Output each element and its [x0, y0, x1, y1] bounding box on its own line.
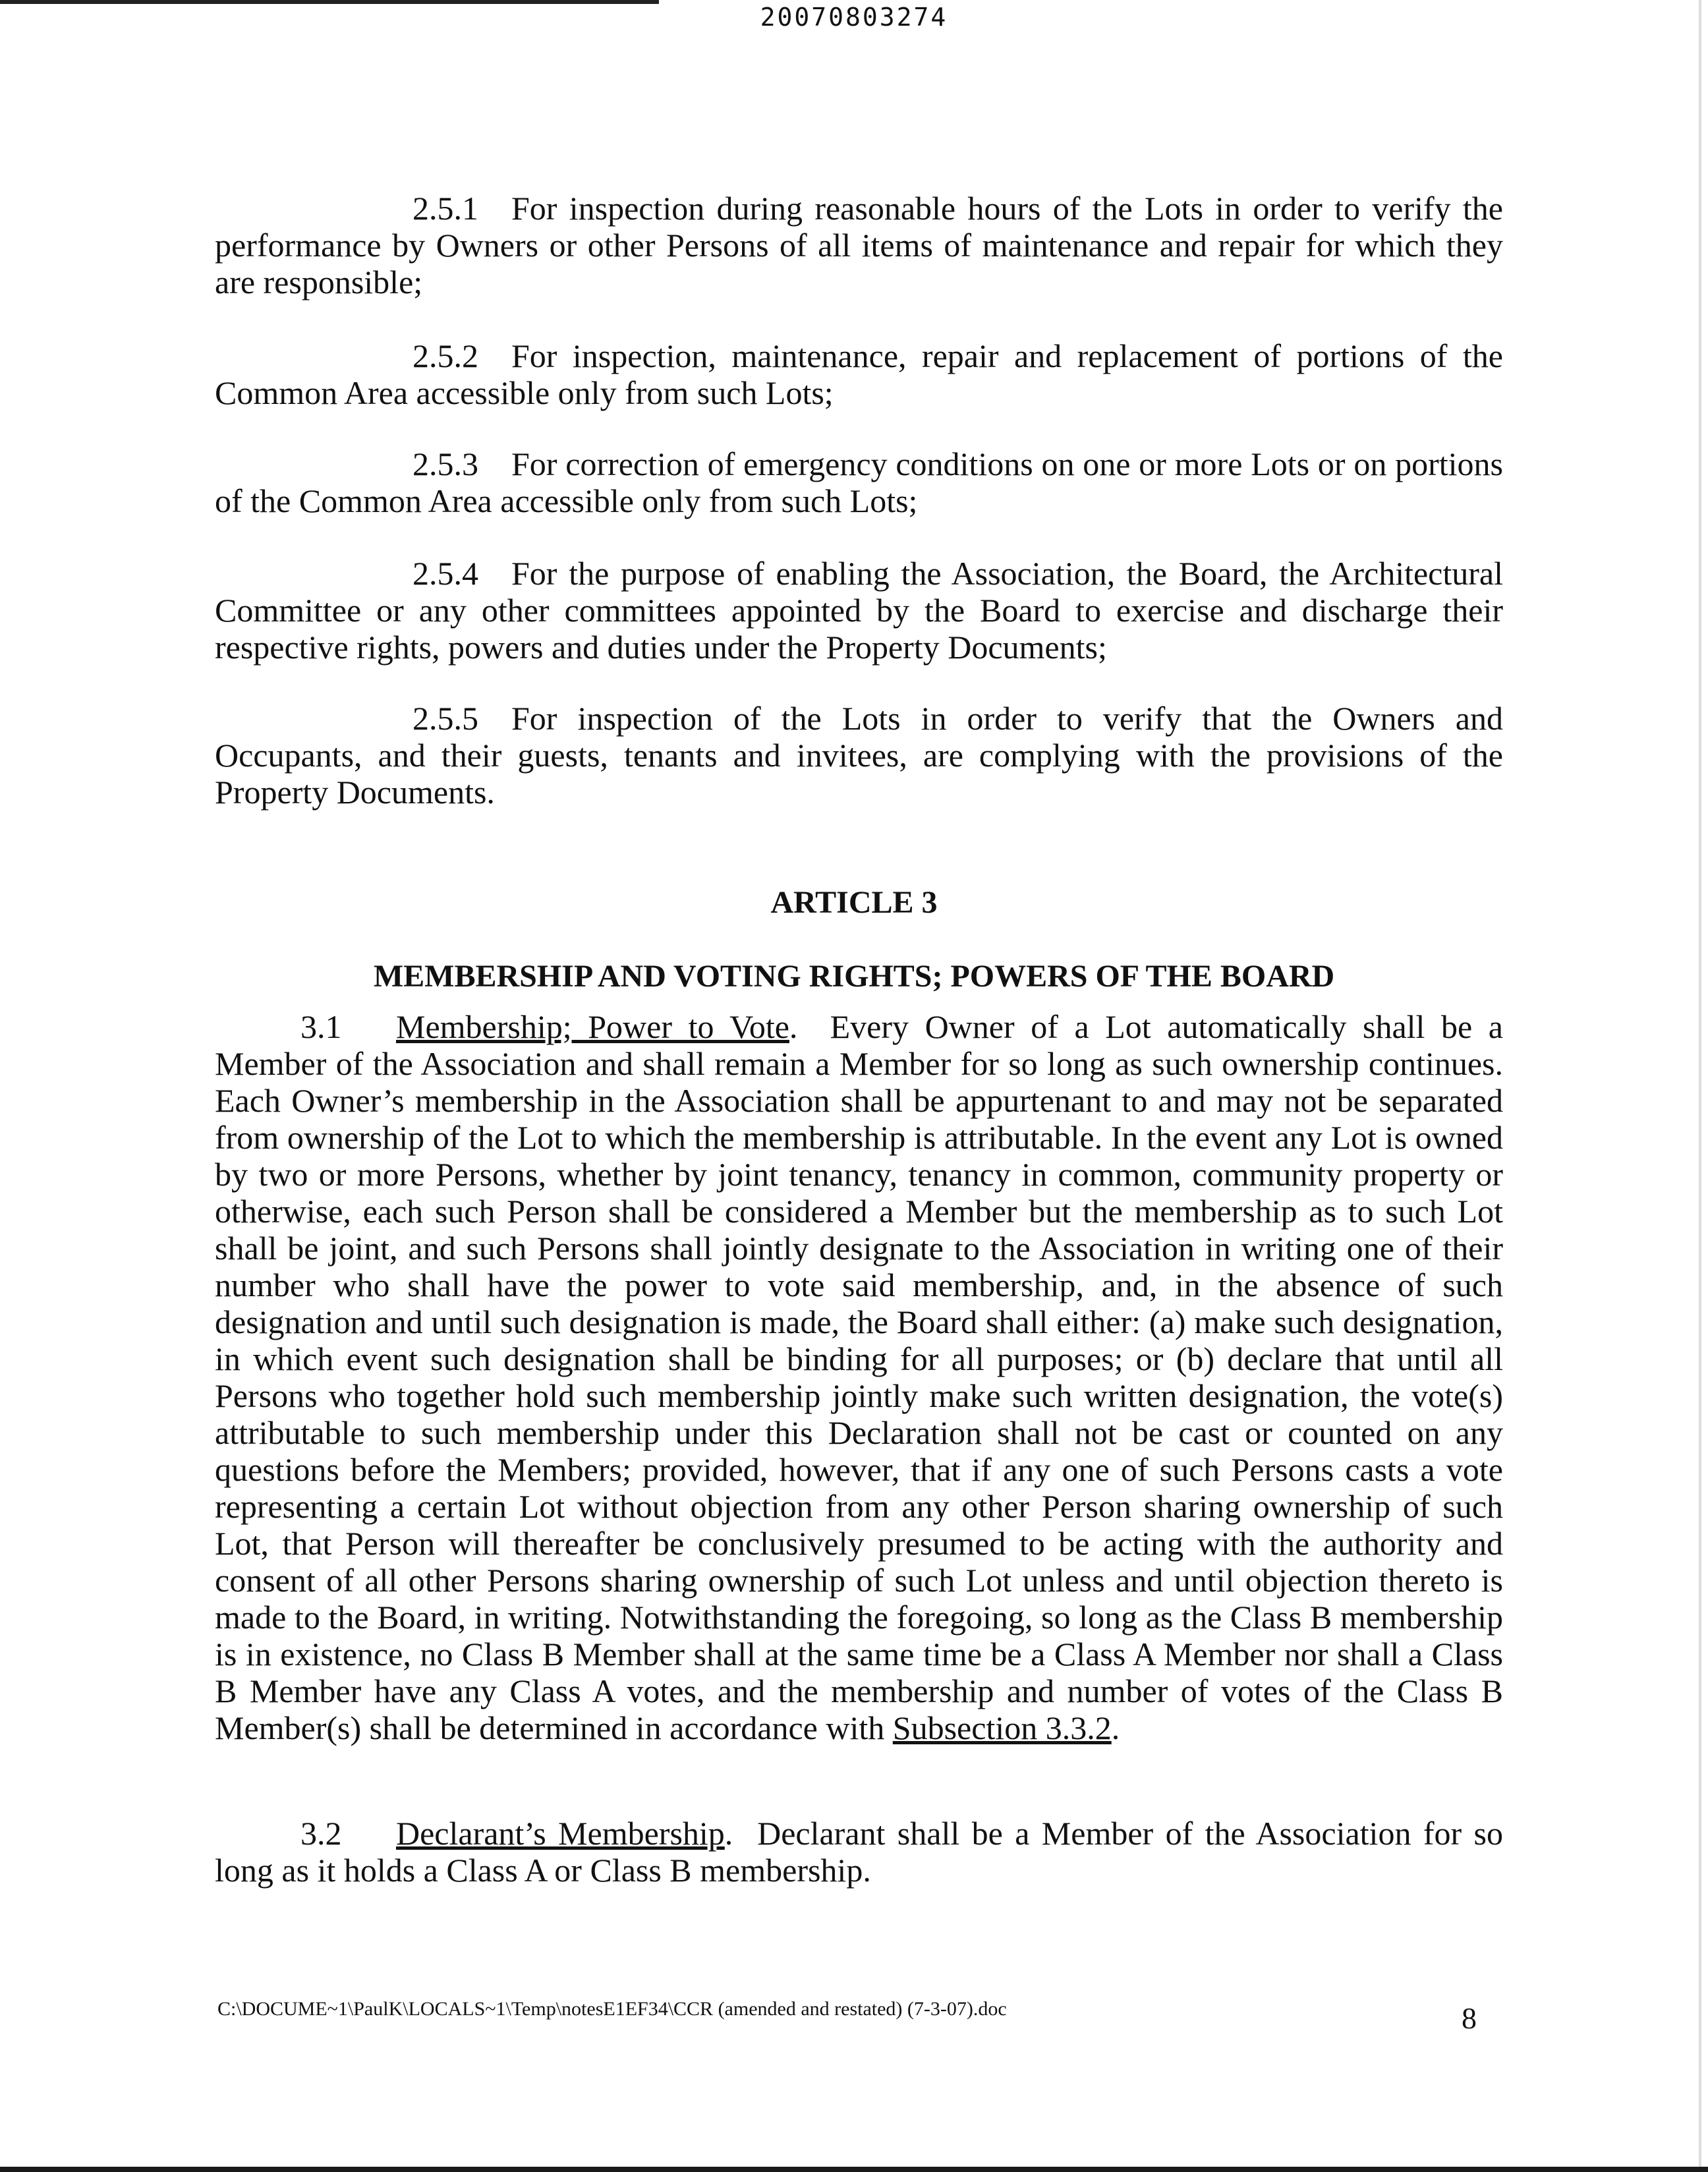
scan-right-edge [1699, 0, 1701, 2172]
section-title: Declarant’s Membership [396, 1815, 725, 1852]
section-3-1: 3.1 Membership; Power to Vote. Every Owner of a Lot automatically shall be a Member of the Association and shall remain a Member for so long as such ownership continues. Each Owner’s membership in the Association shall be appurtenant to and may not be separated from ownership of the Lot to which the membership is attributable. In the event any Lot is owned by two or more Persons, whether by joint tenancy, tenancy in common, community property or otherwise, each such Person shall be considered a Member but the membership as to such Lot shall be joint, and such Persons shall jointly designate to the Association in writing one of their number who shall have the power to vote said membership, and, in the absence of such designation and until such designation is made, the Board shall either: (a) make such designation, in which event such designation shall be binding for all purposes; or (b) declare that until all Persons who together hold such membership jointly make such written designation, the vote(s) attributable to such membership under this Declaration shall not be cast or counted on any questions before the Members; provided, however, that if any one of such Persons casts a vote representing a certain Lot without objection from any other Person sharing ownership of such Lot, that Person will thereafter be conclusively presumed to be acting with the authority and consent of all other Persons sharing ownership of such Lot unless and until objection thereto is made to the Board, in writing. Notwithstanding the foregoing, so long as the Class B membership is in existence, no Class B Member shall at the same time be a Class A Member nor shall a Class B Member have any Class A votes, and the membership and number of votes of the Class B Member(s) shall be determined in accordance with Subsection 3.3.2. [215, 1008, 1503, 1746]
subsection-number: 2.5.4 [413, 555, 478, 592]
subsection-number: 2.5.5 [413, 700, 478, 737]
subsection-2-5-2 [215, 337, 1503, 411]
section-3-2: 3.2 Declarant’s Membership. Declarant shall be a Member of the Association for so long as it holds a Class A or Class B membership. [215, 1815, 1503, 1889]
section-number: 3.2 [300, 1815, 342, 1852]
subsection-number: 2.5.2 [413, 337, 478, 374]
subsection-text: For inspection during reasonable hours of the Lots in order to verify the performance by Owners or other Persons of all items of maintenance and repair for which they are responsible; [215, 190, 1503, 300]
section-end-punctuation: . [1111, 1709, 1120, 1746]
footer-file-path: C:\DOCUME~1\PaulK\LOCALS~1\Temp\notesE1EF34\CCR (amended and restated) (7-3-07).doc [217, 1998, 1007, 2020]
subsection-number: 2.5.3 [413, 445, 478, 482]
subsection-text: For inspection, maintenance, repair and replacement of portions of the Common Area accessible only from such Lots; [215, 337, 1503, 411]
subsection-2-5-5 [215, 700, 1503, 811]
subsection-2-5-1 [215, 190, 1503, 300]
scan-bottom-rule [0, 2167, 1708, 2172]
subsection-2-5-3 [215, 445, 1503, 519]
subsection-number: 2.5.1 [413, 190, 478, 227]
article-title: MEMBERSHIP AND VOTING RIGHTS; POWERS OF THE BOARD [373, 959, 1335, 994]
article-heading: ARTICLE 3 [770, 885, 938, 920]
subsection-reference-link: Subsection 3.3.2 [892, 1709, 1112, 1746]
page-number: 8 [1462, 2001, 1477, 2035]
section-number: 3.1 [300, 1008, 342, 1045]
subsection-text: For the purpose of enabling the Association, the Board, the Architectural Committee or any other committees appointed by the Board to exercise and discharge their respective rights, powers and duties under the Property Documents; [215, 555, 1503, 666]
subsection-text: For inspection of the Lots in order to verify that the Owners and Occupants, and their guests, tenants and invitees, are complying with the provisions of the Property Documents. [215, 700, 1503, 811]
section-text: Declarant shall be a Member of the Association for so long as it holds a Class A or Class B membership. [215, 1815, 1503, 1889]
subsection-text: For correction of emergency conditions on one or more Lots or on portions of the Common Area accessible only from such Lots; [215, 445, 1503, 519]
section-title: Membership; Power to Vote [396, 1008, 789, 1045]
subsection-2-5-4 [215, 555, 1503, 666]
section-text: Every Owner of a Lot automatically shall be a Member of the Association and shall remain a Member for so long as such ownership continues. Each Owner’s membership in the Association shall be appurtenant to and may not be separated from ownership of the Lot to which the membership is attributable. In the event any Lot is owned by two or more Persons, whether by joint tenancy, tenancy in common, community property or otherwise, each such Person shall be considered a Member but the membership as to such Lot shall be joint, and such Persons shall jointly designate to the Association in writing one of their number who shall have the power to vote said membership, and, in the absence of such designation and until such designation is made, the Board shall either: (a) make such designation, in which event such designation shall be binding for all purposes; or (b) declare that until all Persons who together hold such membership jointly make such written designation, the vote(s) attributable to such membership under this Declaration shall not be cast or counted on any questions before the Members; provided, however, that if any one of such Persons casts a vote representing a certain Lot without objection from any other Person sharing ownership of such Lot, that Person will thereafter be conclusively presumed to be acting with the authority and consent of all other Persons sharing ownership of such Lot unless and until objection thereto is made to the Board, in writing. Notwithstanding the foregoing, so long as the Class B membership is in existence, no Class B Member shall at the same time be a Class A Member nor shall a Class B Member have any Class A votes, and the membership and number of votes of the Class B Member(s) shall be determined in accordance with [215, 1008, 1503, 1746]
document-number: 20070803274 [760, 3, 948, 32]
